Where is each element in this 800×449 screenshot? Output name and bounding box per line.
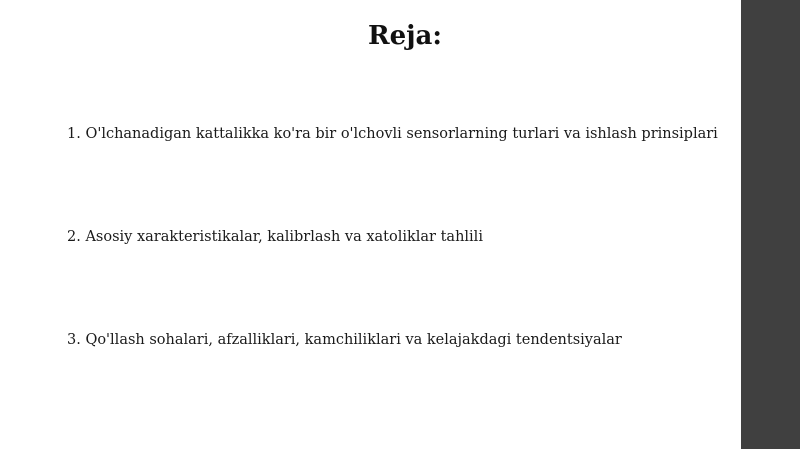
- slide-title: Reja:: [367, 21, 442, 51]
- side-panel: [741, 0, 800, 449]
- plan-item-2: 2. Asosiy xarakteristikalar, kalibrlash va xatoliklar tahlili: [67, 229, 483, 245]
- plan-item-3: 3. Qo'llash sohalari, afzalliklari, kamchiliklari va kelajakdagi tendentsiyalar: [67, 332, 622, 348]
- plan-item-1: 1. O'lchanadigan kattalikka ko'ra bir o'lchovli sensorlarning turlari va ishlash prinsiplari: [67, 126, 718, 142]
